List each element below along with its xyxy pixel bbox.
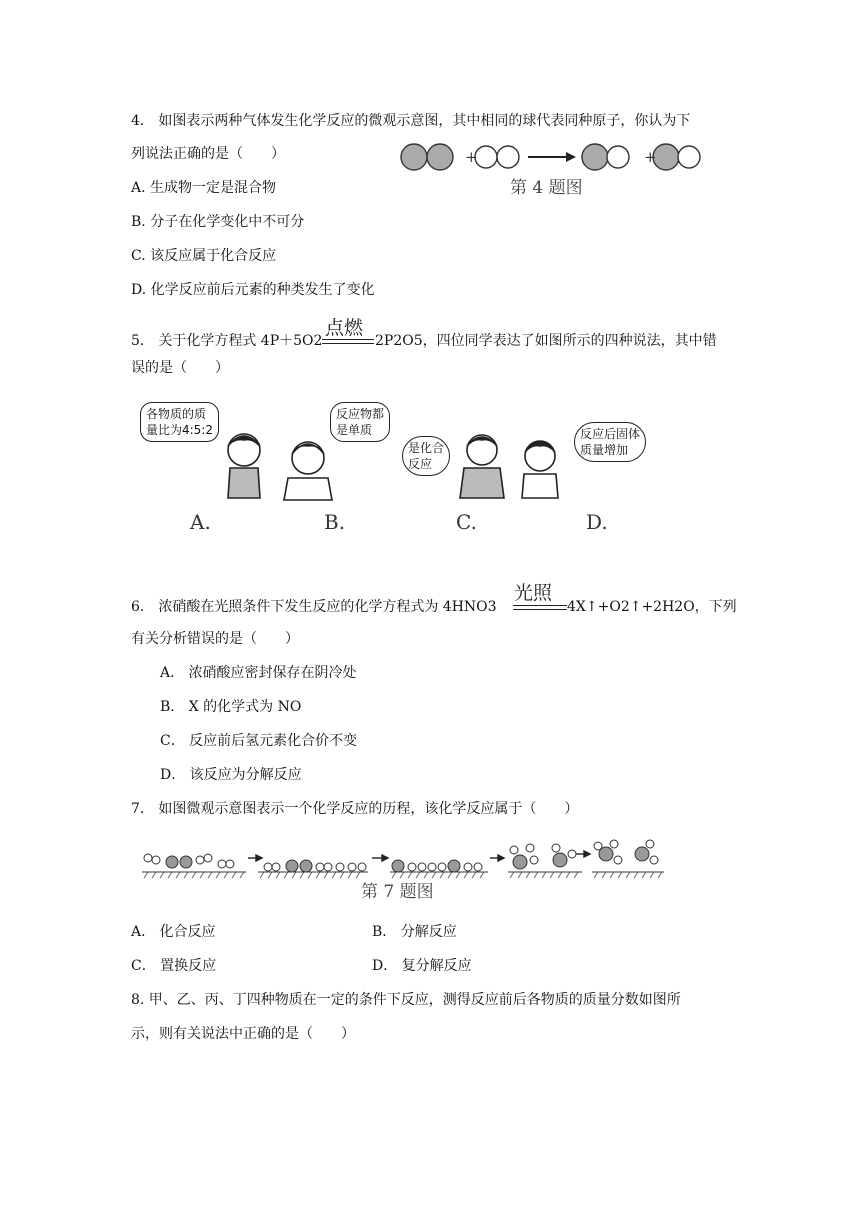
q4-atom bbox=[427, 144, 453, 170]
q4-option-a: A. 生成物一定是混合物 bbox=[131, 180, 277, 196]
q4-figure-caption: 第 4 题图 bbox=[510, 178, 583, 198]
q4-atom bbox=[653, 144, 679, 170]
q4-atom bbox=[497, 146, 519, 168]
q6-option-d: D． 该反应为分解反应 bbox=[160, 767, 302, 783]
q5-reaction-condition: 点燃 bbox=[325, 317, 364, 339]
q5-bubble-a: 各物质的质 量比为4:5:2 bbox=[140, 402, 219, 442]
q4-atom bbox=[475, 146, 497, 168]
q7-figure-caption: 第 7 题图 bbox=[361, 882, 434, 902]
q4-plus-sign: + bbox=[644, 148, 657, 166]
q7-option-a: A． 化合反应 bbox=[131, 924, 216, 940]
q6-reaction-condition: 光照 bbox=[514, 582, 553, 604]
q5-student-illustration bbox=[134, 398, 664, 538]
q7-option-c: C． 置换反应 bbox=[131, 958, 217, 974]
q5-label-c: C. bbox=[456, 510, 477, 534]
q5-stem-line1-end: 2P2O5，四位同学表达了如图所示的四种说法，其中错 bbox=[375, 333, 717, 349]
student-b-body bbox=[284, 478, 332, 500]
student-c-body bbox=[460, 468, 504, 498]
q5-stem-line2: 误的是（ ） bbox=[131, 360, 229, 376]
q7-option-d: D． 复分解反应 bbox=[372, 958, 472, 974]
q4-atom bbox=[582, 144, 608, 170]
q4-atom bbox=[401, 144, 427, 170]
q6-option-c: C． 反应前后氢元素化合价不变 bbox=[160, 733, 358, 749]
q7-stem-line1: 7． 如图微观示意图表示一个化学反应的历程，该化学反应属于（ ） bbox=[131, 801, 579, 817]
q7-option-b: B． 分解反应 bbox=[372, 924, 457, 940]
student-d-body bbox=[522, 474, 558, 498]
q5-bubble-d: 反应后固体 质量增加 bbox=[574, 422, 646, 462]
q7-reaction-process-diagram bbox=[142, 838, 667, 882]
q6-stem-line2: 有关分析错误的是（ ） bbox=[131, 631, 299, 647]
q4-stem-line1: 4． 如图表示两种气体发生化学反应的微观示意图，其中相同的球代表同种原子，你认为下 bbox=[131, 113, 691, 129]
q8-stem-line1: 8. 甲、乙、丙、丁四种物质在一定的条件下反应，测得反应前后各物质的质量分数如图所 bbox=[131, 992, 681, 1008]
q5-label-a: A. bbox=[190, 510, 211, 534]
q5-label-d: D. bbox=[586, 510, 608, 534]
q5-label-b: B. bbox=[324, 510, 346, 534]
q5-stem-line1-start: 5． 关于化学方程式 4P＋5O2 bbox=[131, 333, 323, 349]
q4-option-d: D. 化学反应前后元素的种类发生了变化 bbox=[131, 282, 375, 298]
q5-bubble-b: 反应物都 是单质 bbox=[330, 402, 390, 442]
q4-option-c: C. 该反应属于化合反应 bbox=[131, 248, 277, 264]
q6-option-a: A． 浓硝酸应密封保存在阴冷处 bbox=[160, 665, 357, 681]
q5-equation-double-line bbox=[322, 339, 374, 344]
q6-stem-line1-end: 4X↑+O2↑+2H2O，下列 bbox=[567, 599, 737, 615]
q4-option-b: B. 分子在化学变化中不可分 bbox=[131, 214, 305, 230]
q4-stem-line2: 列说法正确的是（ ） bbox=[131, 146, 285, 162]
student-a-body bbox=[228, 468, 260, 498]
q4-plus-sign: + bbox=[465, 148, 478, 166]
q6-stem-line1-start: 6． 浓硝酸在光照条件下发生反应的化学方程式为 4HNO3 bbox=[131, 599, 497, 615]
q5-bubble-c: 是化合 反应 bbox=[402, 436, 450, 476]
q8-stem-line2: 示，则有关说法中正确的是（ ） bbox=[131, 1026, 355, 1042]
q6-option-b: B． X 的化学式为 NO bbox=[160, 699, 302, 715]
q6-equation-double-line bbox=[513, 605, 567, 610]
q4-atom bbox=[678, 146, 700, 168]
q4-atom bbox=[607, 146, 629, 168]
q4-arrowhead bbox=[566, 152, 576, 162]
